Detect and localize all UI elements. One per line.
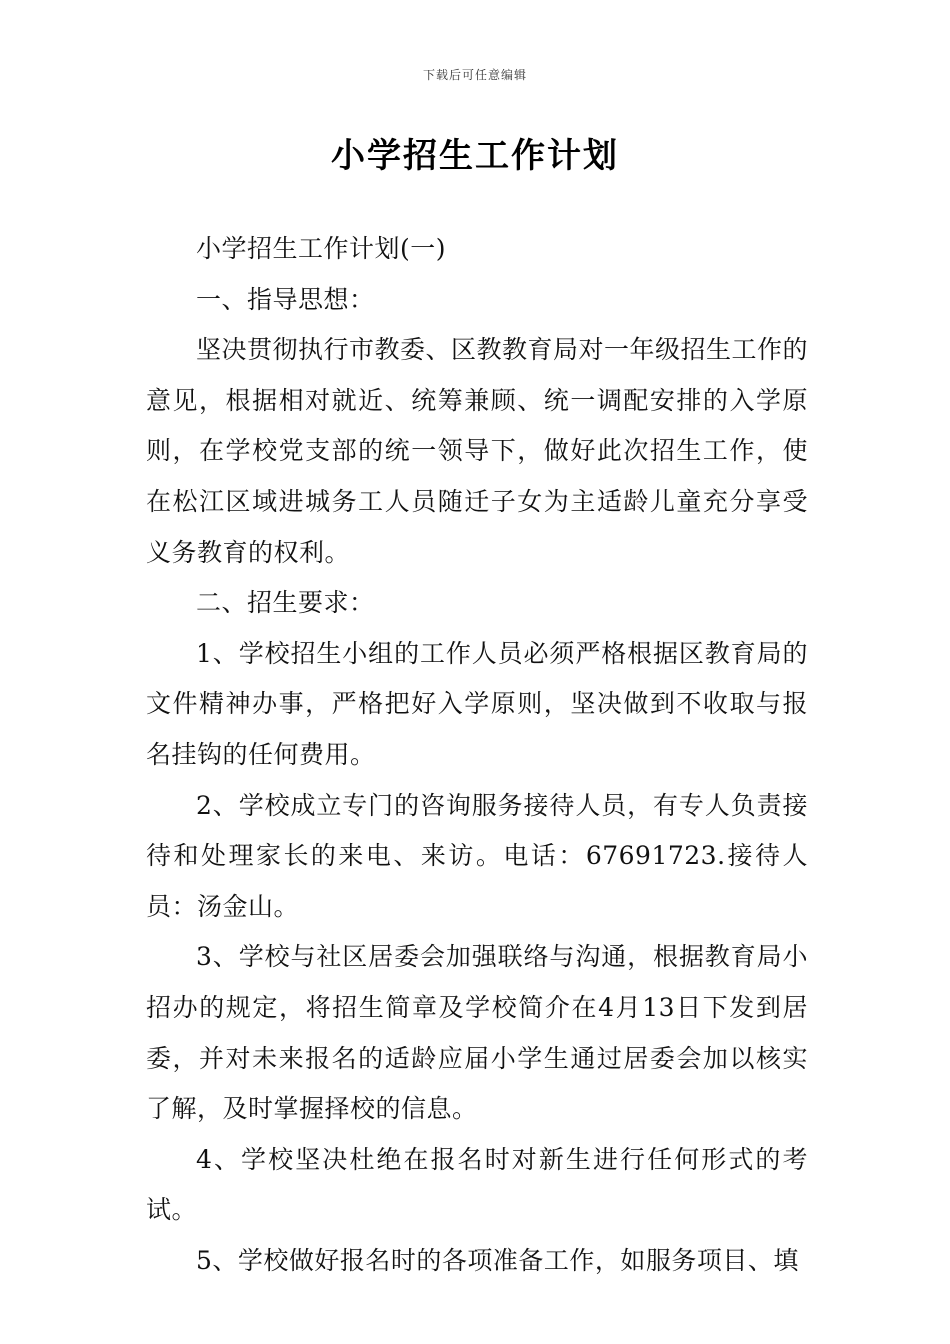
- requirement-item-1: 1、学校招生小组的工作人员必须严格根据区教育局的文件精神办事，严格把好入学原则，坚决做到不收取与报名挂钩的任何费用。: [146, 638, 808, 769]
- document-title: 小学招生工作计划: [331, 136, 619, 176]
- section-heading-guiding-ideology: 一、指导思想：: [196, 284, 375, 314]
- requirement-item-3: 3、学校与社区居委会加强联络与沟通，根据教育局小招办的规定，将招生简章及学校简介在4月13日下发到居委，并对未来报名的适龄应届小学生通过居委会加以核实了解，及时掌握择校的信息。: [146, 942, 808, 1124]
- requirement-item-5: 5、学校做好报名时的各项准备工作，如服务项目、填: [196, 1245, 799, 1275]
- paragraph-guiding-ideology: 坚决贯彻执行市教委、区教教育局对一年级招生工作的意见，根据相对就近、统筹兼顾、统一调配安排的入学原则，在学校党支部的统一领导下，做好此次招生工作，使在松江区域进城务工人员随迁子女为主适龄儿童充分享受义务教育的权利。: [146, 335, 809, 567]
- requirement-item-4: 4、学校坚决杜绝在报名时对新生进行任何形式的考试。: [146, 1144, 808, 1225]
- document-body: [146, 224, 808, 1286]
- section-heading-plan: 小学招生工作计划(一): [196, 234, 447, 263]
- section-heading-requirements: 二、招生要求：: [196, 588, 375, 618]
- requirement-item-2: 2、学校成立专门的咨询服务接待人员，有专人负责接待和处理家长的来电、来访。电话：67691723.接待人员：汤金山。: [146, 790, 808, 921]
- page-header-note: 下载后可任意编辑: [422, 68, 527, 82]
